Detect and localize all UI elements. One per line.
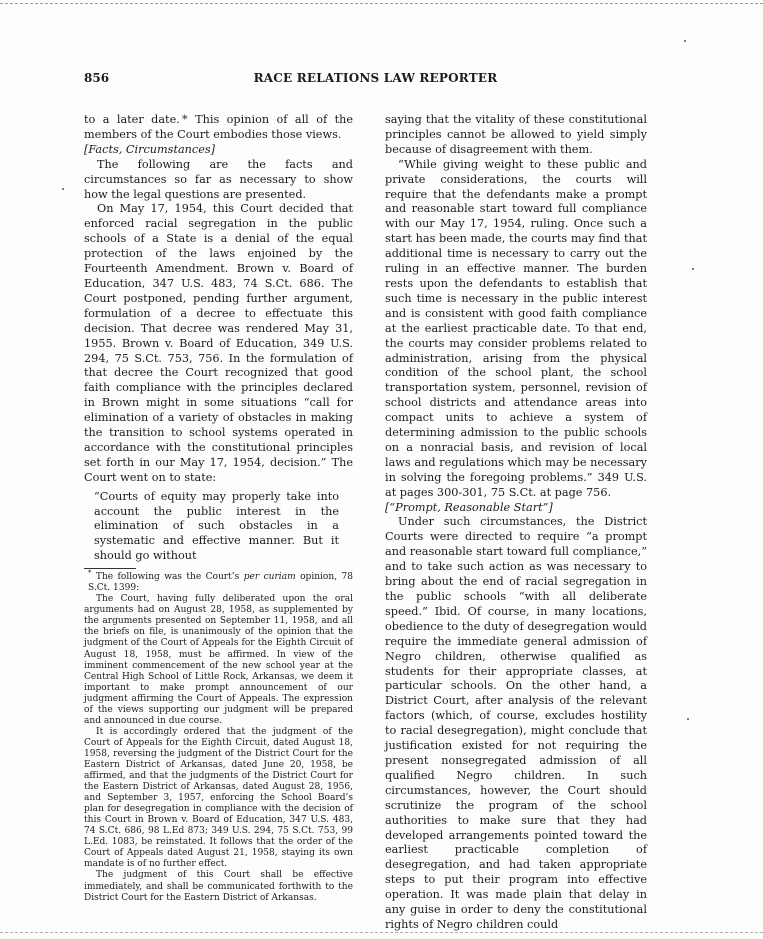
footnote-paragraph: The judgment of this Court shall be effective immediately, and shall be communicated forthwith to the District Court for the Eastern District of Arkansas. [84,870,353,903]
paragraph: Under such circumstances, the District Courts were directed to require “a prompt and reasonable start toward full compliance,” and to take such action as was necessary to bring about the end of racial segregation in the public schools “with all deliberate speed.” Ibid. Of course, in many locations, obedience to the duty of desegregation would require the immediate general admission of Negro children, otherwise qualified as students for their appropriate classes, at particular schools. On the other hand, a District Court, after analysis of the relevant factors (which, of course, excludes hostility to racial desegregation), might conclude that justification existed for not requiring the present nonsegregated admission of all qualified Negro children. In such circumstances, however, the Court should scrutinize the program of the school authorities to make sure that they had developed arrangements pointed toward the earliest practicable completion of desegregation, and had taken appropriate steps to put their program into effective operation. It was made plain that delay in any guise in order to deny the constitutional rights of Negro children could [385,515,647,931]
section-heading-prompt-start: [“Prompt, Reasonable Start”] [385,500,553,514]
right-column [385,113,647,933]
footnote-intro [84,569,353,594]
paragraph: On May 17, 1954, this Court decided that enforced racial segregation in the public schools of a State is a denial of the equal protection of the laws enjoined by the Fourteenth Amendment. Brown v. Board of Education, 347 U.S. 483, 74 S.Ct. 686. The Court postponed, pending further argument, formulation of a decree to effectuate this decision. That decree was rendered May 31, 1955. Brown v. Board of Education, 349 U.S. 294, 75 S.Ct. 753, 756. In the formulation of that decree the Court recognized that good faith compliance with the principles declared in Brown might in some situations “call for elimination of a variety of obstacles in making the transition to school systems operated in accordance with the constitutional principles set forth in our May 17, 1954, decision.” The Court went on to state: [84,202,353,484]
top-scan-border [0,3,763,4]
scan-speck [692,268,694,270]
footnote-intro-post: opinion, 78 S.Ct. 1399: [88,572,353,594]
quote-continuation: saying that the vitality of these constitutional principles cannot be allowed to yield simply because of disagreement with them. [385,113,647,156]
scan-speck [62,188,64,190]
opening-text: to a later date. * This opinion of all of the members of the Court embodies those views. [84,113,353,141]
section-heading-facts: [Facts, Circumstances] [84,142,216,156]
page-header [84,71,667,87]
bottom-scan-border [0,932,763,933]
scan-speck [687,718,689,720]
footnote-marker: * [88,569,92,578]
left-column [84,113,353,904]
quoted-paragraph: “While giving weight to these public and private considerations, the courts will require that the defendants make a prompt and reasonable start toward full compliance with our May 17, 1954, ruling. Once such a start has been made, the courts may find that additional time is necessary to carry out the ruling in an effective manner. The burden rests upon the defendants to establish that such time is necessary in the public interest and is consistent with good faith compliance at the earliest practicable date. To that end, the courts may consider problems related to administration, arising from the physical condition of the school plant, the school transportation system, personnel, revision of school districts and attendance areas into compact units to achieve a system of determining admission to the public schools on a nonracial basis, and revision of local laws and regulations which may be necessary in solving the foregoing problems.” 349 U.S. at pages 300-301, 75 S.Ct. at page 756. [385,157,647,499]
footnote-paragraph: It is accordingly ordered that the judgment of the Court of Appeals for the Eighth Circuit, dated August 18, 1958, reversing the judgment of the District Court for the Eastern District of Arkansas, dated June 20, 1958, be affirmed, and that the judgments of the District Court for the Eastern District of Arkansas, dated August 28, 1956, and September 3, 1957, enforcing the School Board’s plan for desegregation in compliance with the decision of this Court in Brown v. Board of Education, 347 U.S. 483, 74 S.Ct. 686, 98 L.Ed 873; 349 U.S. 294, 75 S.Ct. 753, 99 L.Ed. 1083, be reinstated. It follows that the order of the Court of Appeals dated August 21, 1958, staying its own mandate is of no further effect. [84,726,353,870]
journal-title: RACE RELATIONS LAW REPORTER [253,71,498,85]
footnote-intro-pre: The following was the Court’s [95,572,244,583]
page-number: 856 [84,71,110,85]
footnote-intro-emphasis: per curiam [243,572,296,583]
block-quote: “Courts of equity may properly take into account the public interest in the elimination of such obstacles in a systematic and effective manner. But it should go without [94,489,339,563]
footnote-paragraph: The Court, having fully deliberated upon the oral arguments had on August 28, 1958, as supplemented by the arguments presented on September 11, 1958, and all the briefs on file, is unanimously of the opinion that the judgment of the Court of Appeals for the Eighth Circuit of August 18, 1958, must be affirmed. In view of the imminent commencement of the new school year at the Central High School of Little Rock, Arkansas, we deem it important to make prompt announcement of our judgment affirming the Court of Appeals. The expression of the views supporting our judgment will be prepared and announced in due course. [84,594,353,726]
footnote [84,569,353,903]
paragraph: The following are the facts and circumstances so far as necessary to show how the legal questions are presented. [84,157,353,201]
scan-speck [684,40,686,42]
